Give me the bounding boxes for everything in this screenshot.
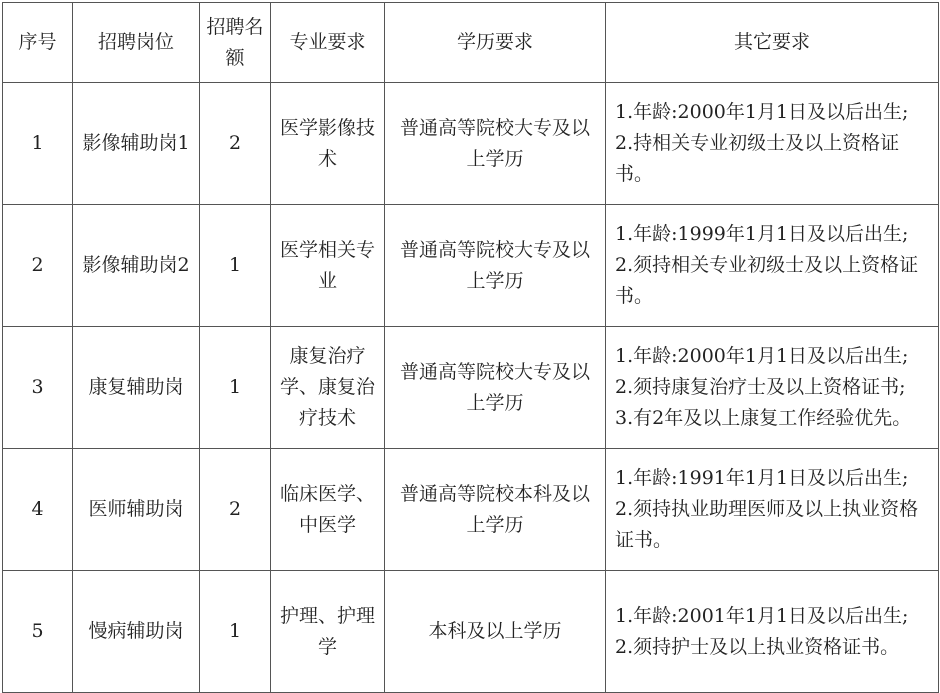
header-other: 其它要求: [606, 3, 939, 83]
other-requirement-line: 3.有2年及以上康复工作经验优先。: [615, 407, 912, 429]
table-row: [3, 449, 939, 571]
cell-major: 医学影像技术: [271, 83, 385, 205]
other-requirement-line: 2.须持康复治疗士及以上资格证书;: [615, 376, 906, 398]
cell-seq: 2: [3, 205, 73, 327]
cell-education: 普通高等院校大专及以上学历: [385, 83, 606, 205]
cell-quota: 1: [200, 205, 271, 327]
cell-major: 护理、护理学: [271, 571, 385, 693]
cell-seq: 5: [3, 571, 73, 693]
other-requirement-line: 2.须持相关专业初级士及以上资格证书。: [615, 254, 919, 307]
other-requirement-line: 2.持相关专业初级士及以上资格证书。: [615, 132, 900, 185]
cell-position: 慢病辅助岗: [73, 571, 200, 693]
cell-major: 临床医学、中医学: [271, 449, 385, 571]
cell-education: 普通高等院校本科及以上学历: [385, 449, 606, 571]
other-requirement-line: 1.年龄:1991年1月1日及以后出生;: [615, 467, 909, 489]
other-requirement-line: 2.须持护士及以上执业资格证书。: [615, 635, 900, 658]
cell-seq: 1: [3, 83, 73, 205]
other-requirement-line: 1.年龄:2000年1月1日及以后出生;: [615, 345, 909, 367]
other-requirement-line: 2.须持执业助理医师及以上执业资格证书。: [615, 498, 919, 551]
cell-other: [606, 449, 939, 571]
cell-other: [606, 571, 939, 693]
table-row: [3, 327, 939, 449]
cell-other: [606, 205, 939, 327]
recruitment-table: [2, 2, 939, 693]
cell-position: 影像辅助岗1: [73, 83, 200, 205]
cell-other: [606, 327, 939, 449]
other-requirement-line: 1.年龄:2001年1月1日及以后出生;: [615, 604, 909, 627]
cell-quota: 1: [200, 571, 271, 693]
cell-education: 普通高等院校大专及以上学历: [385, 205, 606, 327]
other-requirement-line: 1.年龄:1999年1月1日及以后出生;: [615, 223, 909, 245]
cell-other: [606, 83, 939, 205]
cell-quota: 2: [200, 449, 271, 571]
cell-education: 普通高等院校大专及以上学历: [385, 327, 606, 449]
cell-position: 康复辅助岗: [73, 327, 200, 449]
header-row: [3, 3, 939, 83]
cell-major: 医学相关专业: [271, 205, 385, 327]
cell-major: 康复治疗学、康复治疗技术: [271, 327, 385, 449]
cell-education: 本科及以上学历: [385, 571, 606, 693]
header-major: 专业要求: [271, 3, 385, 83]
other-requirement-line: 1.年龄:2000年1月1日及以后出生;: [615, 101, 909, 123]
header-position: 招聘岗位: [73, 3, 200, 83]
cell-position: 医师辅助岗: [73, 449, 200, 571]
header-seq: 序号: [3, 3, 73, 83]
cell-quota: 2: [200, 83, 271, 205]
table-row: [3, 83, 939, 205]
cell-seq: 4: [3, 449, 73, 571]
header-education: 学历要求: [385, 3, 606, 83]
cell-quota: 1: [200, 327, 271, 449]
header-quota: 招聘名额: [200, 3, 271, 83]
cell-position: 影像辅助岗2: [73, 205, 200, 327]
table-row: [3, 205, 939, 327]
table-row: [3, 571, 939, 693]
table-body: [3, 83, 939, 693]
cell-seq: 3: [3, 327, 73, 449]
